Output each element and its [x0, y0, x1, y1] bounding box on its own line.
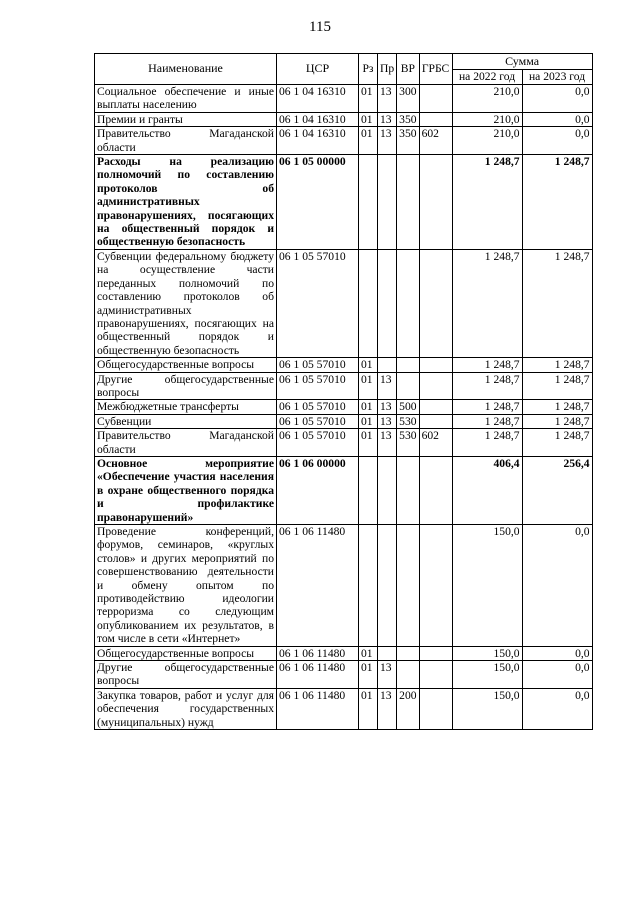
- cell-name: Премии и гранты: [95, 112, 277, 126]
- cell-vr: [397, 456, 419, 524]
- cell-amount-2023: 0,0: [522, 688, 592, 729]
- cell-rz: [359, 525, 378, 647]
- cell-name: Субвенции: [95, 414, 277, 428]
- table-row: [95, 525, 593, 647]
- cell-csr: 06 1 05 00000: [277, 155, 359, 250]
- cell-pr: 13: [378, 127, 397, 155]
- cell-vr: [397, 646, 419, 660]
- cell-rz: 01: [359, 112, 378, 126]
- header-name: Наименование: [95, 54, 277, 85]
- cell-name: Социальное обеспечение и иные выплаты населению: [95, 85, 277, 113]
- cell-grbs: 602: [419, 127, 452, 155]
- cell-vr: [397, 358, 419, 372]
- cell-csr: 06 1 06 11480: [277, 525, 359, 647]
- cell-csr: 06 1 05 57010: [277, 429, 359, 457]
- cell-amount-2022: 1 248,7: [452, 400, 522, 414]
- cell-amount-2022: 150,0: [452, 661, 522, 689]
- cell-pr: [378, 155, 397, 250]
- table-row: [95, 112, 593, 126]
- cell-pr: 13: [378, 688, 397, 729]
- cell-name: Правительство Магаданской области: [95, 429, 277, 457]
- cell-grbs: [419, 400, 452, 414]
- cell-amount-2023: 0,0: [522, 112, 592, 126]
- header-csr: ЦСР: [277, 54, 359, 85]
- header-sum: Сумма: [452, 54, 592, 70]
- cell-grbs: [419, 372, 452, 400]
- cell-grbs: [419, 155, 452, 250]
- header-grbs: ГРБС: [419, 54, 452, 85]
- cell-amount-2022: 1 248,7: [452, 155, 522, 250]
- cell-csr: 06 1 05 57010: [277, 358, 359, 372]
- table-row: [95, 456, 593, 524]
- table-row: [95, 127, 593, 155]
- cell-pr: 13: [378, 372, 397, 400]
- cell-amount-2022: 1 248,7: [452, 249, 522, 357]
- cell-grbs: [419, 646, 452, 660]
- header-year-2023: на 2023 год: [522, 70, 592, 85]
- cell-rz: 01: [359, 646, 378, 660]
- cell-vr: 530: [397, 414, 419, 428]
- cell-name: Другие общегосударственные вопросы: [95, 372, 277, 400]
- cell-grbs: [419, 358, 452, 372]
- page-number: 115: [309, 19, 331, 35]
- table-row: [95, 646, 593, 660]
- cell-amount-2023: 0,0: [522, 525, 592, 647]
- cell-amount-2023: 0,0: [522, 85, 592, 113]
- cell-name: Основное мероприятие «Обеспечение участия населения в охране общественного порядка и профилактике правонарушений»: [95, 456, 277, 524]
- cell-vr: 200: [397, 688, 419, 729]
- header-vr: ВР: [397, 54, 419, 85]
- cell-vr: 350: [397, 127, 419, 155]
- cell-csr: 06 1 04 16310: [277, 85, 359, 113]
- table-row: [95, 661, 593, 689]
- cell-amount-2022: 210,0: [452, 112, 522, 126]
- cell-amount-2022: 150,0: [452, 646, 522, 660]
- cell-pr: 13: [378, 429, 397, 457]
- cell-csr: 06 1 05 57010: [277, 414, 359, 428]
- cell-name: Общегосударственные вопросы: [95, 358, 277, 372]
- cell-rz: [359, 155, 378, 250]
- cell-amount-2022: 406,4: [452, 456, 522, 524]
- cell-amount-2023: 0,0: [522, 127, 592, 155]
- cell-name: Общегосударственные вопросы: [95, 646, 277, 660]
- cell-grbs: [419, 249, 452, 357]
- cell-pr: 13: [378, 400, 397, 414]
- cell-rz: [359, 456, 378, 524]
- cell-rz: 01: [359, 358, 378, 372]
- cell-grbs: 602: [419, 429, 452, 457]
- cell-vr: 530: [397, 429, 419, 457]
- cell-amount-2023: 0,0: [522, 661, 592, 689]
- cell-amount-2023: 1 248,7: [522, 429, 592, 457]
- cell-csr: 06 1 06 00000: [277, 456, 359, 524]
- cell-vr: [397, 525, 419, 647]
- header-year-2022: на 2022 год: [452, 70, 522, 85]
- cell-grbs: [419, 85, 452, 113]
- cell-grbs: [419, 525, 452, 647]
- cell-pr: [378, 249, 397, 357]
- cell-pr: 13: [378, 85, 397, 113]
- table-row: [95, 429, 593, 457]
- cell-vr: 350: [397, 112, 419, 126]
- cell-vr: 300: [397, 85, 419, 113]
- cell-grbs: [419, 414, 452, 428]
- cell-amount-2023: 1 248,7: [522, 358, 592, 372]
- table-row: [95, 688, 593, 729]
- cell-vr: [397, 661, 419, 689]
- cell-rz: 01: [359, 429, 378, 457]
- cell-name: Правительство Магаданской области: [95, 127, 277, 155]
- budget-table: [94, 53, 593, 730]
- cell-name: Расходы на реализацию полномочий по составлению протоколов об административных правонарушениях, посягающих на общественный порядок и общественную безопасность: [95, 155, 277, 250]
- cell-csr: 06 1 05 57010: [277, 249, 359, 357]
- cell-csr: 06 1 04 16310: [277, 127, 359, 155]
- cell-amount-2023: 256,4: [522, 456, 592, 524]
- cell-rz: 01: [359, 372, 378, 400]
- cell-name: Межбюджетные трансферты: [95, 400, 277, 414]
- cell-name: Закупка товаров, работ и услуг для обеспечения государственных (муниципальных) нужд: [95, 688, 277, 729]
- header-rz: Рз: [359, 54, 378, 85]
- cell-vr: 500: [397, 400, 419, 414]
- table-body: [95, 85, 593, 730]
- cell-pr: 13: [378, 414, 397, 428]
- cell-csr: 06 1 05 57010: [277, 372, 359, 400]
- cell-rz: [359, 249, 378, 357]
- cell-grbs: [419, 456, 452, 524]
- cell-pr: [378, 525, 397, 647]
- cell-csr: 06 1 06 11480: [277, 646, 359, 660]
- cell-amount-2022: 150,0: [452, 688, 522, 729]
- cell-pr: 13: [378, 112, 397, 126]
- cell-vr: [397, 155, 419, 250]
- cell-amount-2022: 210,0: [452, 127, 522, 155]
- cell-rz: 01: [359, 127, 378, 155]
- cell-name: Субвенции федеральному бюджету на осуществление части переданных полномочий по составлению протоколов об административных правонарушениях, посягающих на общественный порядок и общественную безопасность: [95, 249, 277, 357]
- table-row: [95, 358, 593, 372]
- cell-csr: 06 1 06 11480: [277, 688, 359, 729]
- cell-amount-2022: 1 248,7: [452, 372, 522, 400]
- cell-grbs: [419, 661, 452, 689]
- cell-pr: [378, 358, 397, 372]
- cell-vr: [397, 249, 419, 357]
- cell-csr: 06 1 06 11480: [277, 661, 359, 689]
- cell-amount-2022: 210,0: [452, 85, 522, 113]
- cell-pr: 13: [378, 661, 397, 689]
- cell-rz: 01: [359, 85, 378, 113]
- cell-pr: [378, 456, 397, 524]
- table-row: [95, 372, 593, 400]
- cell-name: Другие общегосударственные вопросы: [95, 661, 277, 689]
- cell-rz: 01: [359, 661, 378, 689]
- cell-pr: [378, 646, 397, 660]
- cell-amount-2023: 1 248,7: [522, 414, 592, 428]
- cell-rz: 01: [359, 688, 378, 729]
- header-pr: Пр: [378, 54, 397, 85]
- table-row: [95, 155, 593, 250]
- cell-amount-2022: 1 248,7: [452, 358, 522, 372]
- cell-vr: [397, 372, 419, 400]
- cell-grbs: [419, 688, 452, 729]
- cell-grbs: [419, 112, 452, 126]
- cell-amount-2022: 1 248,7: [452, 414, 522, 428]
- cell-csr: 06 1 04 16310: [277, 112, 359, 126]
- cell-amount-2023: 1 248,7: [522, 155, 592, 250]
- cell-amount-2022: 150,0: [452, 525, 522, 647]
- cell-amount-2023: 1 248,7: [522, 372, 592, 400]
- cell-amount-2023: 0,0: [522, 646, 592, 660]
- table-row: [95, 400, 593, 414]
- table-row: [95, 414, 593, 428]
- cell-rz: 01: [359, 400, 378, 414]
- cell-name: Проведение конференций, форумов, семинаров, «круглых столов» и других мероприятий по совершенствованию деятельности и обмену опытом по противодействию идеологии терроризма со следующим опубликованием их результатов, в том числе в сети «Интернет»: [95, 525, 277, 647]
- cell-amount-2023: 1 248,7: [522, 400, 592, 414]
- cell-csr: 06 1 05 57010: [277, 400, 359, 414]
- table-row: [95, 249, 593, 357]
- cell-rz: 01: [359, 414, 378, 428]
- cell-amount-2022: 1 248,7: [452, 429, 522, 457]
- table-row: [95, 85, 593, 113]
- cell-amount-2023: 1 248,7: [522, 249, 592, 357]
